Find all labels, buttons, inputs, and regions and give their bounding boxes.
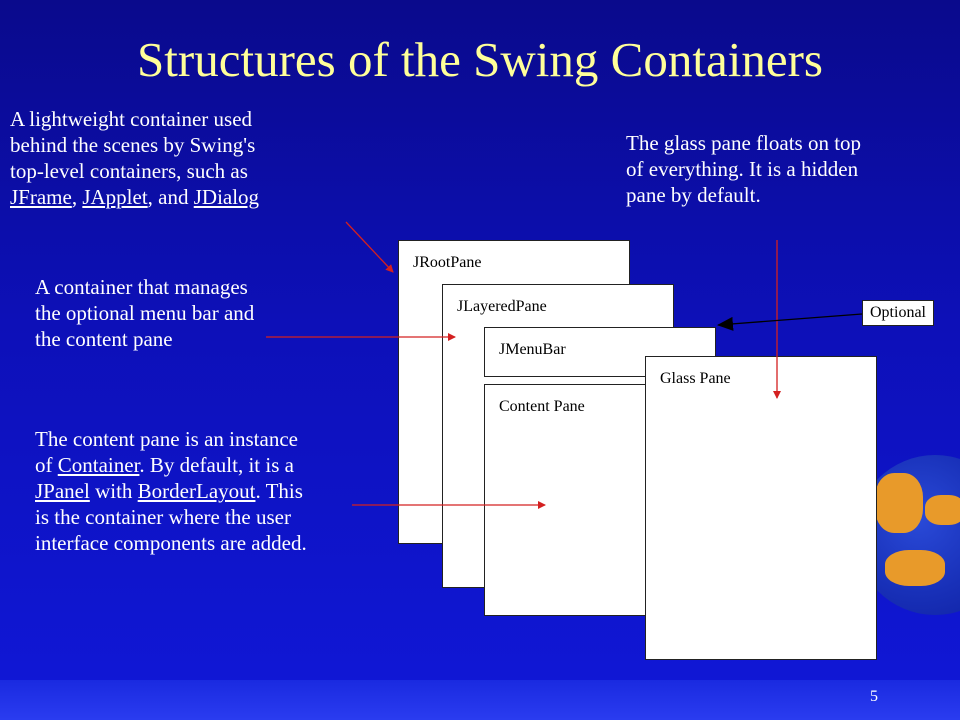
contentpane-annotation [35, 426, 307, 556]
glass-pane-box [645, 356, 877, 660]
class-name-text: Container [57, 453, 140, 477]
content-pane-label: Content Pane [499, 398, 585, 415]
annotation-text: , and [147, 185, 194, 209]
annotation-line [10, 158, 259, 184]
annotation-line [35, 530, 307, 556]
annotation-line [10, 184, 259, 210]
annotation-text: The content pane is an instance [35, 427, 298, 451]
class-name-text: JDialog [193, 185, 260, 209]
annotation-text: of everything. It is a hidden [626, 157, 859, 181]
rootpane-annotation [10, 106, 259, 210]
annotation-line [35, 478, 307, 504]
annotation-text: , [71, 185, 83, 209]
annotation-text: with [89, 479, 138, 503]
annotation-text: of [35, 453, 58, 477]
annotation-line [35, 452, 307, 478]
layeredpane-annotation [35, 274, 254, 352]
annotation-line [35, 326, 254, 352]
annotation-line [10, 106, 259, 132]
annotation-text: top-level containers, such as [10, 159, 248, 183]
annotation-line [626, 130, 861, 156]
annotation-text: the content pane [35, 327, 173, 351]
glasspane-annotation [626, 130, 861, 208]
jlayeredpane-label: JLayeredPane [457, 298, 547, 315]
annotation-line [626, 156, 861, 182]
annotation-text: behind the scenes by Swing's [10, 133, 256, 157]
annotation-line [10, 132, 259, 158]
annotation-line [626, 182, 861, 208]
class-name-text: JApplet [82, 185, 148, 209]
class-name-text: BorderLayout [137, 479, 256, 503]
annotation-line [35, 504, 307, 530]
annotation-text: A container that manages [35, 275, 248, 299]
annotation-text: A lightweight container used [10, 107, 253, 131]
jmenubar-label: JMenuBar [499, 341, 566, 358]
optional-arrow [718, 314, 862, 325]
annotation-text: interface components are added. [35, 531, 307, 555]
footer-band [0, 680, 960, 720]
annotation-text: . By default, it is a [139, 453, 294, 477]
page-number: 5 [870, 688, 878, 705]
optional-label-box: Optional [862, 300, 934, 326]
annotation-text: . This [255, 479, 303, 503]
slide-title: Structures of the Swing Containers [137, 32, 823, 87]
class-name-text: JFrame [10, 185, 72, 209]
jrootpane-label: JRootPane [413, 254, 482, 271]
annotation-line [35, 300, 254, 326]
glass-pane-label: Glass Pane [660, 370, 731, 387]
annotation-text: pane by default. [626, 183, 761, 207]
annotation-text: the optional menu bar and [35, 301, 255, 325]
annotation-line [35, 274, 254, 300]
class-name-text: JPanel [35, 479, 90, 503]
annotation-text: The glass pane floats on top [626, 131, 862, 155]
annotation-text: is the container where the user [35, 505, 291, 529]
annotation-line [35, 426, 307, 452]
rootpane-arrow [346, 222, 393, 272]
